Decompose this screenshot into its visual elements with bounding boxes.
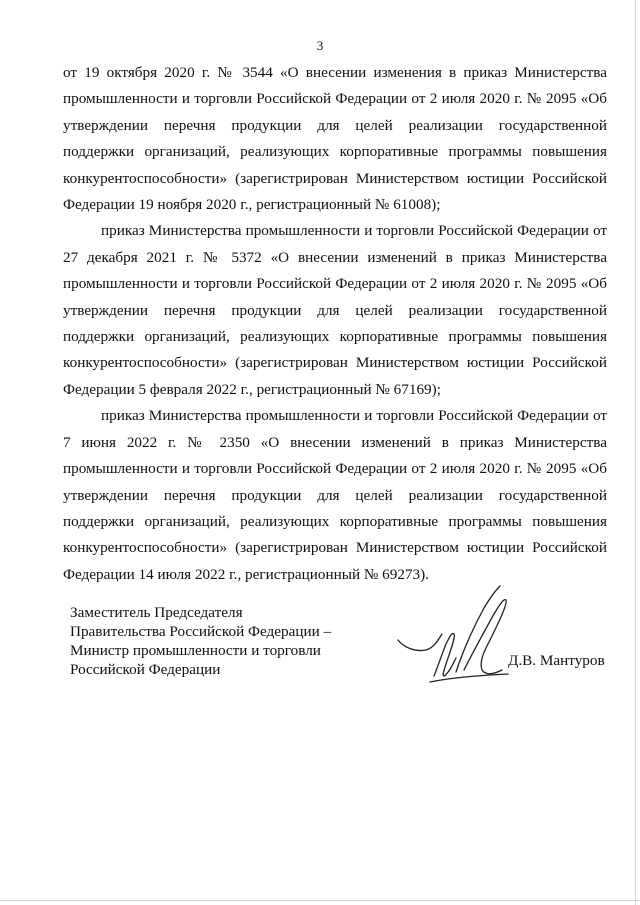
page-number: 3 xyxy=(316,38,324,53)
signatory-title-line: Министр промышленности и торговли xyxy=(70,642,321,659)
signatory-title-line: Российской Федерации xyxy=(70,661,221,678)
handwritten-signature xyxy=(390,578,520,688)
paragraph-3: приказ Министерства промышленности и торговли Российской Федерации от 7 июня 2022 г. № 2350 «О внесении изменений в приказ Министерства промышленности и торговли Российской Федерации от 2 июля 2020 г. № 2095 «Об утверждении перечня продукции для целей реализации государственной поддержки организаций, реализующих корпоративные программы повышения конкурентоспособности» (зарегистрирован Министерством юстиции Российской Федерации 14 июля 2022 г., регистрационный № 69273). xyxy=(63,407,607,583)
paragraph-1: от 19 октября 2020 г. № 3544 «О внесении изменения в приказ Министерства промышленности и торговли Российской Федерации от 2 июля 2020 г. № 2095 «Об утверждении перечня продукции для целей реализации государственной поддержки организаций, реализующих корпоративные программы повышения конкурентоспособности» (зарегистрирован Министерством юстиции Российской Федерации 19 ноября 2020 г., регистрационный № 61008); xyxy=(63,64,607,214)
signatory-name: Д.В. Мантуров xyxy=(508,652,605,669)
document-body xyxy=(63,60,607,588)
signatory-title-line: Правительства Российской Федерации – xyxy=(70,623,332,640)
signatory-title xyxy=(70,603,370,679)
signatory-title-line: Заместитель Председателя xyxy=(70,604,243,621)
paragraph-2: приказ Министерства промышленности и торговли Российской Федерации от 27 декабря 2021 г. № 5372 «О внесении изменений в приказ Министерства промышленности и торговли Российской Федерации от 2 июля 2020 г. № 2095 «Об утверждении перечня продукции для целей реализации государственной поддержки организаций, реализующих корпоративные программы повышения конкурентоспособности» (зарегистрирован Министерством юстиции Российской Федерации 5 февраля 2022 г., регистрационный № 67169); xyxy=(63,222,607,398)
scan-edge xyxy=(0,900,640,901)
scan-edge xyxy=(635,0,636,905)
